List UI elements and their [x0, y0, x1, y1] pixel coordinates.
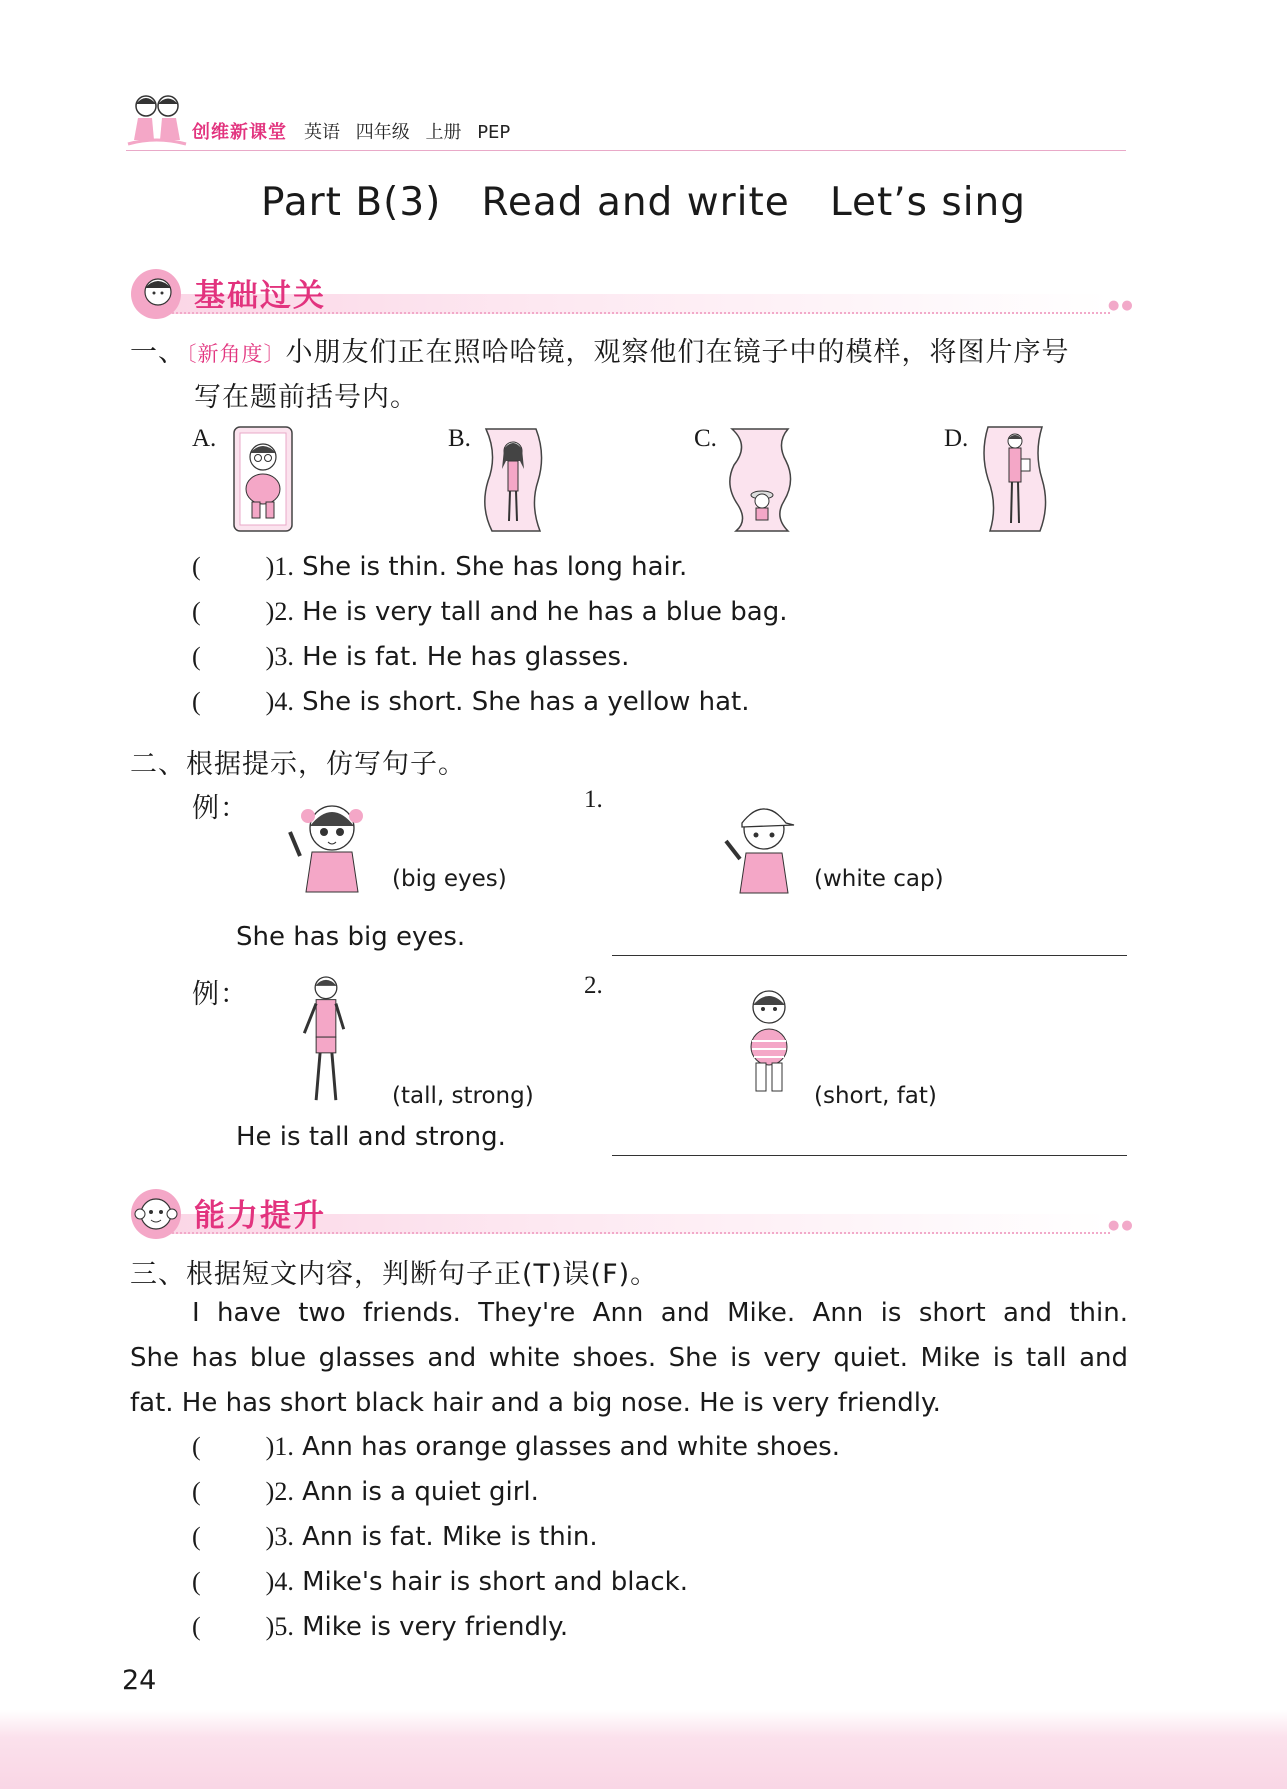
- hint-big-eyes: (big eyes): [392, 866, 507, 892]
- volume: 上册: [425, 122, 462, 143]
- q2-instruction: 二、根据提示，仿写句子。: [130, 749, 466, 780]
- mirror-a-fat-boy-icon: [228, 424, 298, 536]
- example-sentence-2: He is tall and strong.: [236, 1122, 506, 1152]
- answer-line-2[interactable]: [612, 1155, 1127, 1156]
- q1-item-4: ( )4. She is short. She has a yellow hat.: [192, 687, 750, 717]
- subject: 英语: [304, 122, 340, 143]
- header-divider: [126, 150, 1126, 151]
- hint-short-fat: (short, fat): [814, 1083, 937, 1109]
- boy-tall-strong-icon: [290, 974, 360, 1112]
- q3-item-4: ( )4. Mike's hair is short and black.: [192, 1567, 688, 1597]
- page-number: 24: [122, 1665, 157, 1696]
- q3-item-2: ( )2. Ann is a quiet girl.: [192, 1477, 539, 1507]
- q1-tag: 〔新角度〕: [186, 342, 286, 366]
- passage-line-2: She has blue glasses and white shoes. She is very quiet. Mike is tall and: [130, 1343, 1128, 1373]
- answer-blank[interactable]: ( ): [192, 1567, 275, 1596]
- brand-name: 创维新课堂: [192, 122, 287, 143]
- mirror-d-tall-boy-icon: [980, 424, 1050, 536]
- q1-instruction: 一、〔新角度〕小朋友们正在照哈哈镜，观察他们在镜子中的模样，将图片序号: [130, 337, 1070, 368]
- task-num-2: 2.: [584, 972, 603, 999]
- boy-short-fat-icon: [734, 984, 804, 1106]
- q3-item-5: ( )5. Mike is very friendly.: [192, 1612, 569, 1642]
- example-sentence-1: She has big eyes.: [236, 922, 466, 952]
- teacher-avatar-icon: [130, 268, 182, 320]
- section-title-basic: 基础过关: [194, 278, 326, 314]
- q1-item-1: ( )1. She is thin. She has long hair.: [192, 552, 688, 582]
- answer-blank[interactable]: ( ): [192, 597, 275, 626]
- q1-item-3: ( )3. He is fat. He has glasses.: [192, 642, 630, 672]
- section-dots: ●●: [1108, 298, 1135, 313]
- passage-line-1: I have two friends. They're Ann and Mike. Ann is short and thin.: [192, 1298, 1128, 1328]
- book-info: [304, 118, 520, 144]
- footer-band: [0, 1710, 1287, 1789]
- q1-item-2: ( )2. He is very tall and he has a blue bag.: [192, 597, 788, 627]
- girl-big-eyes-icon: [284, 792, 374, 892]
- mirror-label-a: A.: [192, 425, 217, 452]
- mirror-label-c: C.: [694, 425, 717, 452]
- answer-blank[interactable]: ( ): [192, 1432, 275, 1461]
- answer-blank[interactable]: ( ): [192, 687, 275, 716]
- section-title-advanced: 能力提升: [194, 1198, 326, 1234]
- q1-instruction-line2: 写在题前括号内。: [194, 382, 418, 413]
- girl-white-cap-icon: [716, 786, 806, 892]
- answer-blank[interactable]: ( ): [192, 1522, 275, 1551]
- monkey-avatar-icon: [130, 1188, 182, 1240]
- mirror-b-thin-girl-icon: [478, 424, 548, 536]
- answer-blank[interactable]: ( ): [192, 1477, 275, 1506]
- answer-blank[interactable]: ( ): [192, 642, 275, 671]
- example-label-1: 例：: [192, 793, 248, 824]
- mirror-c-short-girl-icon: [726, 424, 796, 536]
- q3-item-3: ( )3. Ann is fat. Mike is thin.: [192, 1522, 598, 1552]
- passage-line-3: fat. He has short black hair and a big nose. He is very friendly.: [130, 1388, 941, 1418]
- answer-line-1[interactable]: [612, 955, 1127, 956]
- answer-blank[interactable]: ( ): [192, 1612, 275, 1641]
- task-num-1: 1.: [584, 786, 603, 813]
- grade: 四年级: [355, 122, 410, 143]
- edition: PEP: [477, 122, 511, 143]
- hint-tall-strong: (tall, strong): [392, 1083, 534, 1109]
- q3-item-1: ( )1. Ann has orange glasses and white shoes.: [192, 1432, 840, 1462]
- section-dots: ●●: [1108, 1218, 1135, 1233]
- page-title: Part B(3) Read and write Let’s sing: [260, 180, 1027, 225]
- mirror-label-d: D.: [944, 425, 969, 452]
- hint-white-cap: (white cap): [814, 866, 944, 892]
- example-label-2: 例：: [192, 979, 248, 1010]
- brand-logo-icon: [126, 88, 188, 150]
- mirror-label-b: B.: [448, 425, 471, 452]
- answer-blank[interactable]: ( ): [192, 552, 275, 581]
- q3-passage: [130, 1291, 1128, 1426]
- q3-instruction: 三、根据短文内容，判断句子正(T)误(F)。: [130, 1259, 659, 1290]
